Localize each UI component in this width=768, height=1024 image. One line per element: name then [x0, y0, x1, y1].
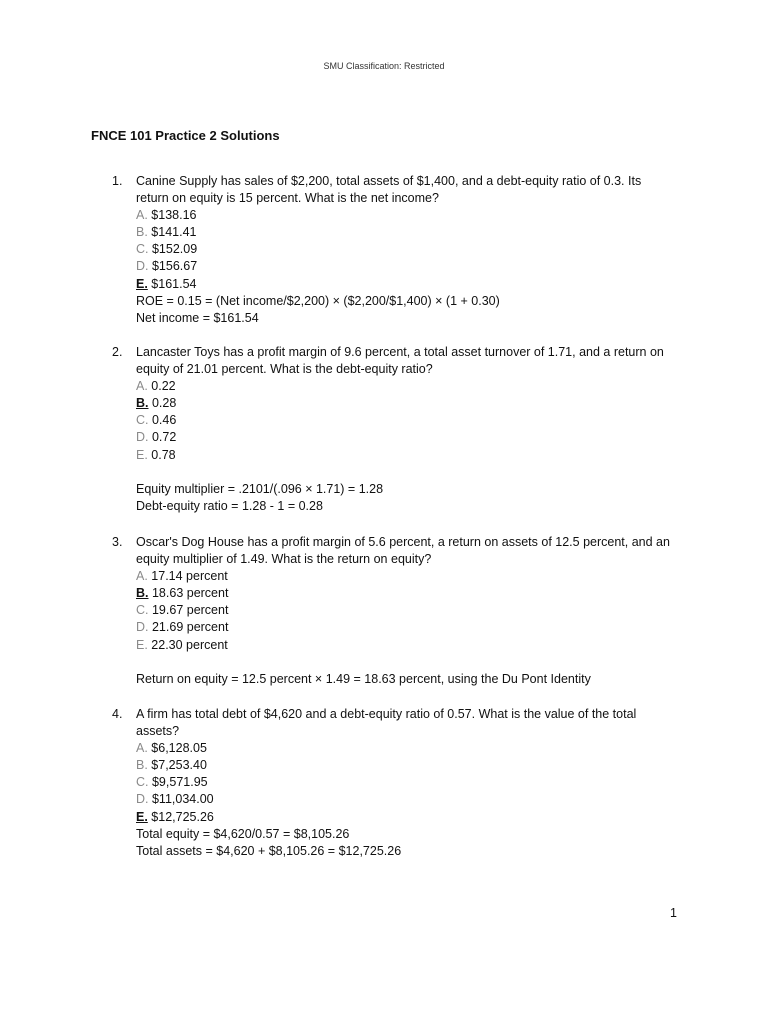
- option-b: [136, 224, 682, 241]
- question-4: [112, 706, 682, 860]
- question-number: 3.: [112, 535, 123, 549]
- option-letter: E.: [136, 637, 148, 652]
- solution-line: Equity multiplier = .2101/(.096 × 1.71) = 1.28: [136, 481, 384, 496]
- question-text-line: Canine Supply has sales of $2,200, total assets of $1,400, and a debt-equity ratio of 0.3. Its: [136, 174, 642, 188]
- option-letter: E.: [136, 447, 148, 462]
- question-text-line: equity of 21.01 percent. What is the debt-equity ratio?: [136, 362, 433, 377]
- question-text-line: equity multiplier of 1.49. What is the return on equity?: [136, 552, 432, 567]
- option-text: 0.78: [151, 447, 176, 462]
- solution-line: Debt-equity ratio = 1.28 - 1 = 0.28: [136, 498, 323, 513]
- question-number: 4.: [112, 707, 123, 721]
- option-letter: A.: [136, 741, 148, 756]
- option-e: [136, 447, 682, 464]
- solution-line: Return on equity = 12.5 percent × 1.49 = 18.63 percent, using the Du Pont Identity: [136, 671, 591, 686]
- question-text-line: A firm has total debt of $4,620 and a debt-equity ratio of 0.57. What is the value of the total: [136, 707, 637, 721]
- question-text-line: return on equity is 15 percent. What is the net income?: [136, 191, 439, 206]
- question-text-line: assets?: [136, 724, 180, 739]
- question-text-line: Oscar's Dog House has a profit margin of 5.6 percent, a return on assets of 12.5 percent, and an: [136, 535, 670, 549]
- option-text: $11,034.00: [151, 792, 214, 807]
- option-text: $141.41: [151, 225, 197, 240]
- option-a: [136, 568, 682, 585]
- option-text: 21.69 percent: [151, 620, 229, 635]
- option-letter: D.: [136, 430, 149, 445]
- option-letter: A.: [136, 379, 148, 394]
- option-d: [136, 429, 682, 446]
- option-letter: B.: [136, 225, 148, 240]
- correct-option-letter: B.: [136, 396, 149, 411]
- option-text: 17.14 percent: [151, 569, 228, 584]
- option-a: [136, 207, 682, 224]
- page-number: 1: [670, 906, 677, 920]
- option-d: [136, 619, 682, 636]
- option-letter: B.: [136, 758, 148, 773]
- option-text: 18.63 percent: [151, 586, 229, 601]
- solution-line: Net income = $161.54: [136, 310, 259, 325]
- option-a: [136, 378, 682, 395]
- option-b: [136, 757, 682, 774]
- question-3: [112, 534, 682, 688]
- correct-option-letter: B.: [136, 586, 149, 601]
- classification-header: SMU Classification: Restricted: [323, 61, 445, 71]
- option-e: [136, 809, 682, 826]
- option-c: [136, 774, 682, 791]
- option-text: $152.09: [151, 242, 198, 257]
- option-text: $156.67: [151, 259, 198, 274]
- option-c: [136, 241, 682, 258]
- option-text: 19.67 percent: [151, 603, 229, 618]
- solution-line: Total equity = $4,620/0.57 = $8,105.26: [136, 826, 350, 841]
- option-letter: C.: [136, 603, 149, 618]
- option-text: 0.28: [151, 396, 177, 411]
- option-text: $161.54: [151, 276, 197, 291]
- option-b: [136, 395, 682, 412]
- option-d: [136, 258, 682, 275]
- solution-line: Total assets = $4,620 + $8,105.26 = $12,725.26: [136, 843, 402, 858]
- option-letter: C.: [136, 413, 149, 428]
- option-text: $6,128.05: [151, 741, 207, 756]
- solution-line: ROE = 0.15 = (Net income/$2,200) × ($2,200/$1,400) × (1 + 0.30): [136, 293, 500, 308]
- correct-option-letter: E.: [136, 809, 148, 824]
- option-c: [136, 602, 682, 619]
- option-letter: C.: [136, 775, 149, 790]
- option-e: [136, 637, 682, 654]
- question-number: 1.: [112, 174, 123, 188]
- option-text: $138.16: [151, 208, 197, 223]
- option-d: [136, 791, 682, 808]
- option-e: [136, 276, 682, 293]
- option-letter: D.: [136, 792, 149, 807]
- page-title: FNCE 101 Practice 2 Solutions: [91, 128, 280, 143]
- option-b: [136, 585, 682, 602]
- option-a: [136, 740, 682, 757]
- option-text: $9,571.95: [151, 775, 208, 790]
- option-text: 0.46: [151, 413, 177, 428]
- option-text: $7,253.40: [151, 758, 207, 773]
- option-letter: A.: [136, 569, 148, 584]
- option-text: $12,725.26: [151, 809, 214, 824]
- option-text: 0.22: [151, 379, 176, 394]
- question-1: [112, 173, 682, 327]
- option-text: 0.72: [151, 430, 177, 445]
- option-letter: D.: [136, 259, 149, 274]
- option-letter: D.: [136, 620, 149, 635]
- correct-option-letter: E.: [136, 276, 148, 291]
- option-text: 22.30 percent: [151, 637, 228, 652]
- option-c: [136, 412, 682, 429]
- question-number: 2.: [112, 345, 123, 359]
- option-letter: A.: [136, 208, 148, 223]
- question-text-line: Lancaster Toys has a profit margin of 9.6 percent, a total asset turnover of 1.71, and a return on: [136, 345, 664, 359]
- option-letter: C.: [136, 242, 149, 257]
- question-2: [112, 344, 682, 515]
